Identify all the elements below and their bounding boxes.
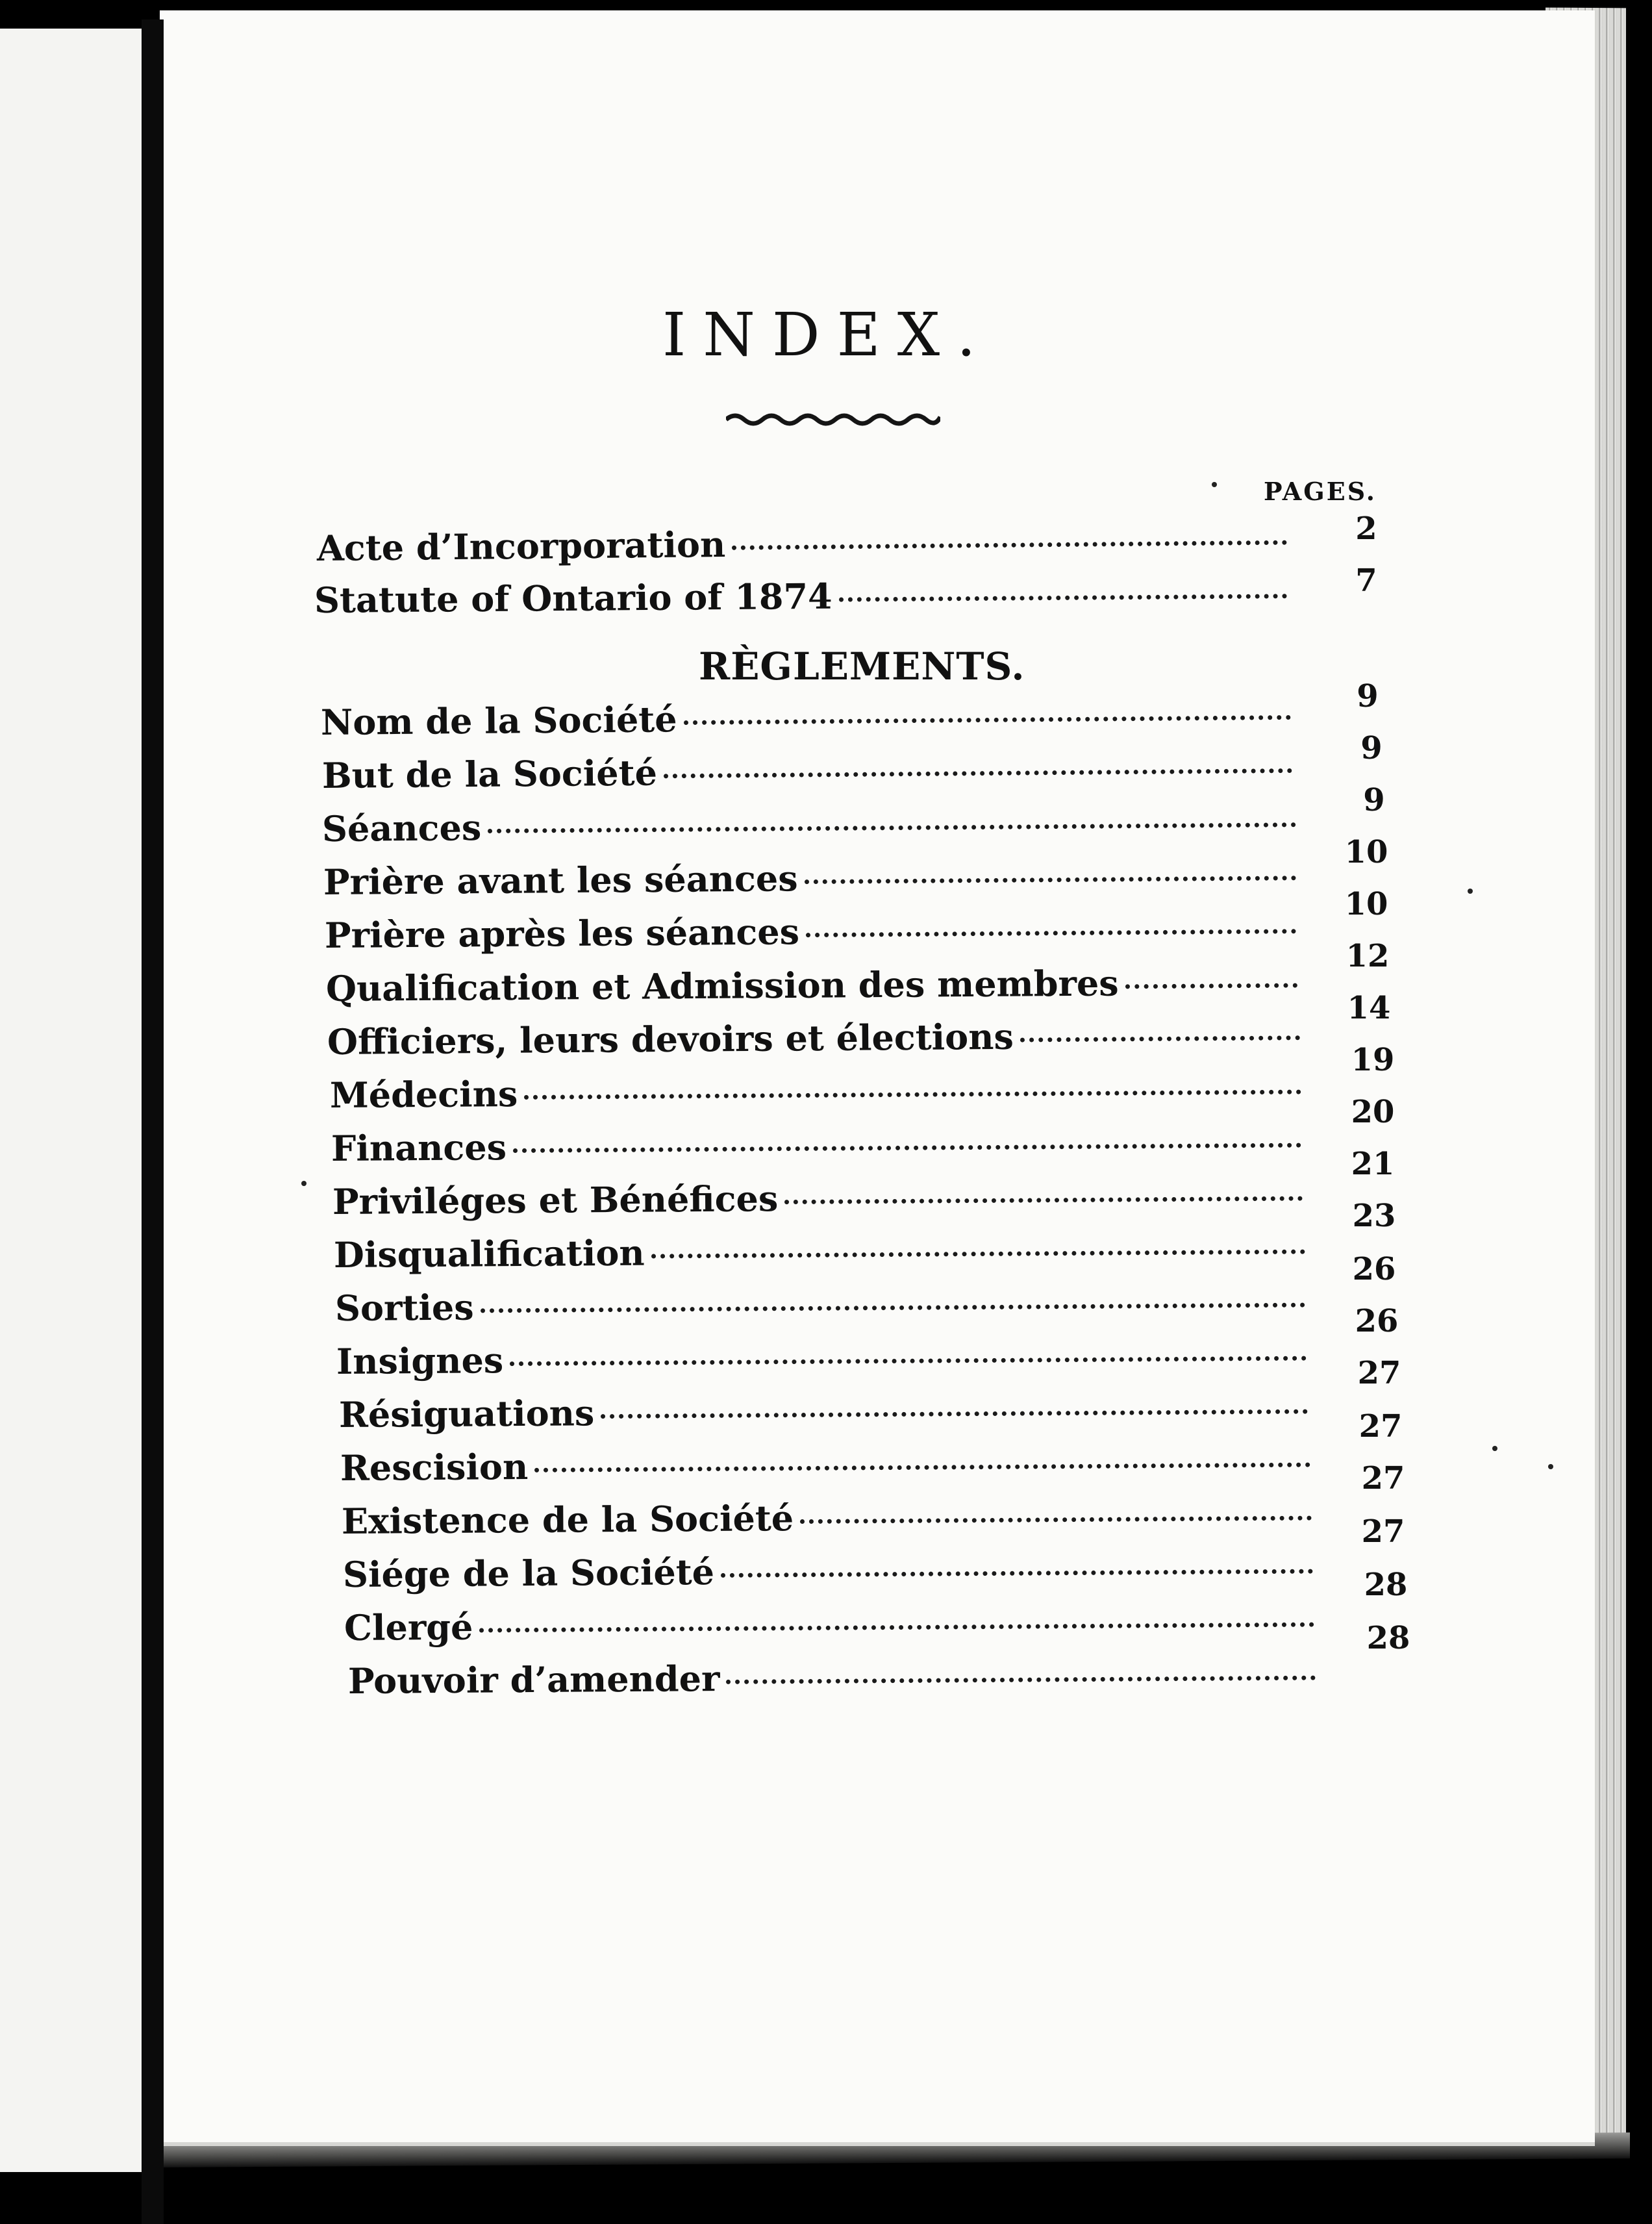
dot-leader: [726, 1676, 1316, 1684]
entry-page-number: 27: [1361, 1460, 1405, 1497]
entry-page-number: 26: [1355, 1303, 1399, 1339]
entry-label: Prière après les séances: [324, 911, 800, 956]
index-entry: [326, 961, 1297, 1012]
index-entry: [348, 1654, 1316, 1704]
dot-leader: [524, 1090, 1301, 1100]
wave-ornament: [726, 409, 940, 427]
dot-leader: [601, 1409, 1308, 1419]
entry-page-number: 26: [1352, 1251, 1396, 1287]
entry-page-number: 10: [1344, 886, 1388, 922]
entry-label: But de la Société: [321, 752, 658, 796]
index-entry: [340, 1441, 1310, 1491]
dot-leader: [732, 540, 1287, 550]
entry-label: Qualification et Admission des membres: [325, 962, 1119, 1009]
entry-label: Prière avant les séances: [323, 857, 798, 903]
entry-label: Finances: [331, 1126, 507, 1169]
entry-label: Médecins: [329, 1072, 518, 1116]
entry-page-number: 7: [1355, 562, 1377, 599]
entry-page-number: 19: [1351, 1042, 1395, 1078]
dot-leader: [651, 1250, 1305, 1259]
index-entry: [322, 800, 1296, 852]
index-entry: [342, 1494, 1312, 1545]
index-entry: [332, 1174, 1303, 1225]
entry-label: Pouvoir d’amender: [347, 1658, 720, 1702]
entry-label: Sorties: [334, 1286, 474, 1329]
entry-label: Séances: [321, 807, 482, 850]
entry-page-number: 12: [1345, 938, 1390, 974]
dot-leader: [800, 1516, 1312, 1524]
scan-speck: [1468, 889, 1473, 894]
entry-page-number: 14: [1347, 990, 1391, 1026]
dot-leader: [479, 1623, 1314, 1633]
entry-page-number: 28: [1364, 1567, 1408, 1603]
entry-label: Siége de la Société: [342, 1551, 715, 1595]
dot-leader: [488, 822, 1296, 833]
entry-page-number: 21: [1351, 1146, 1395, 1182]
index-entry: [344, 1600, 1314, 1651]
dot-leader: [839, 594, 1287, 601]
entry-page-number: 9: [1357, 678, 1379, 714]
scan-speck: [1492, 1446, 1497, 1451]
scan-speck: [301, 1181, 307, 1186]
entry-label: Priviléges et Bénéfices: [332, 1178, 779, 1222]
dot-leader: [513, 1143, 1301, 1153]
dot-leader: [784, 1196, 1303, 1205]
entry-label: Insignes: [336, 1339, 504, 1382]
left-page-edge: [0, 29, 144, 2172]
dot-leader: [1125, 983, 1297, 989]
section-heading: RÈGLEMENTS.: [699, 644, 1025, 689]
entry-label: Clergé: [344, 1606, 473, 1649]
entry-page-number: 9: [1363, 782, 1385, 818]
index-entry: [336, 1334, 1307, 1385]
index-entry: [327, 1013, 1300, 1065]
index-entry: [335, 1281, 1305, 1332]
entry-label: Rescision: [340, 1445, 529, 1489]
entry-page-number: 28: [1366, 1620, 1410, 1656]
dot-leader: [664, 768, 1292, 778]
dot-leader: [806, 929, 1296, 937]
index-entry: [331, 1121, 1301, 1172]
entry-label: Existence de la Société: [341, 1497, 794, 1542]
entry-label: Acte d’Incorporation: [316, 523, 726, 569]
dot-leader: [1020, 1035, 1300, 1042]
dot-leader: [721, 1569, 1313, 1578]
index-entry: [343, 1547, 1313, 1598]
entry-page-number: 27: [1358, 1408, 1403, 1445]
dot-leader: [684, 715, 1291, 725]
entry-page-number: 27: [1361, 1513, 1405, 1550]
entry-page-number: 20: [1351, 1094, 1395, 1130]
page-title: INDEX.: [662, 300, 993, 370]
index-entry: [321, 693, 1292, 746]
dot-leader: [805, 876, 1296, 884]
dot-leader: [534, 1463, 1310, 1472]
index-entry: [330, 1068, 1301, 1118]
entry-page-number: 9: [1360, 730, 1383, 766]
entry-page-number: 27: [1357, 1355, 1401, 1391]
index-entry: [323, 853, 1296, 905]
index-entry: [339, 1387, 1308, 1438]
index-entry: [314, 572, 1287, 624]
dot-leader: [510, 1356, 1307, 1367]
entry-label: Officiers, leurs devoirs et élections: [327, 1015, 1014, 1063]
scan-speck: [1212, 482, 1217, 487]
entry-page-number: 10: [1344, 834, 1388, 870]
scan-speck: [1548, 1464, 1553, 1469]
index-entry: [317, 518, 1288, 572]
pages-column-heading: PAGES.: [1264, 477, 1377, 506]
entry-page-number: 23: [1352, 1198, 1396, 1234]
index-entry: [334, 1228, 1305, 1278]
entry-label: Nom de la Société: [320, 698, 677, 743]
index-entry: [322, 746, 1293, 799]
index-entry: [325, 907, 1296, 959]
entry-label: Résiguations: [338, 1392, 595, 1435]
dot-leader: [481, 1303, 1305, 1313]
entry-label: Disqualification: [333, 1232, 645, 1276]
entry-label: Statute of Ontario of 1874: [314, 575, 832, 621]
entry-page-number: 2: [1355, 511, 1377, 547]
binding-gutter: [142, 19, 164, 2224]
